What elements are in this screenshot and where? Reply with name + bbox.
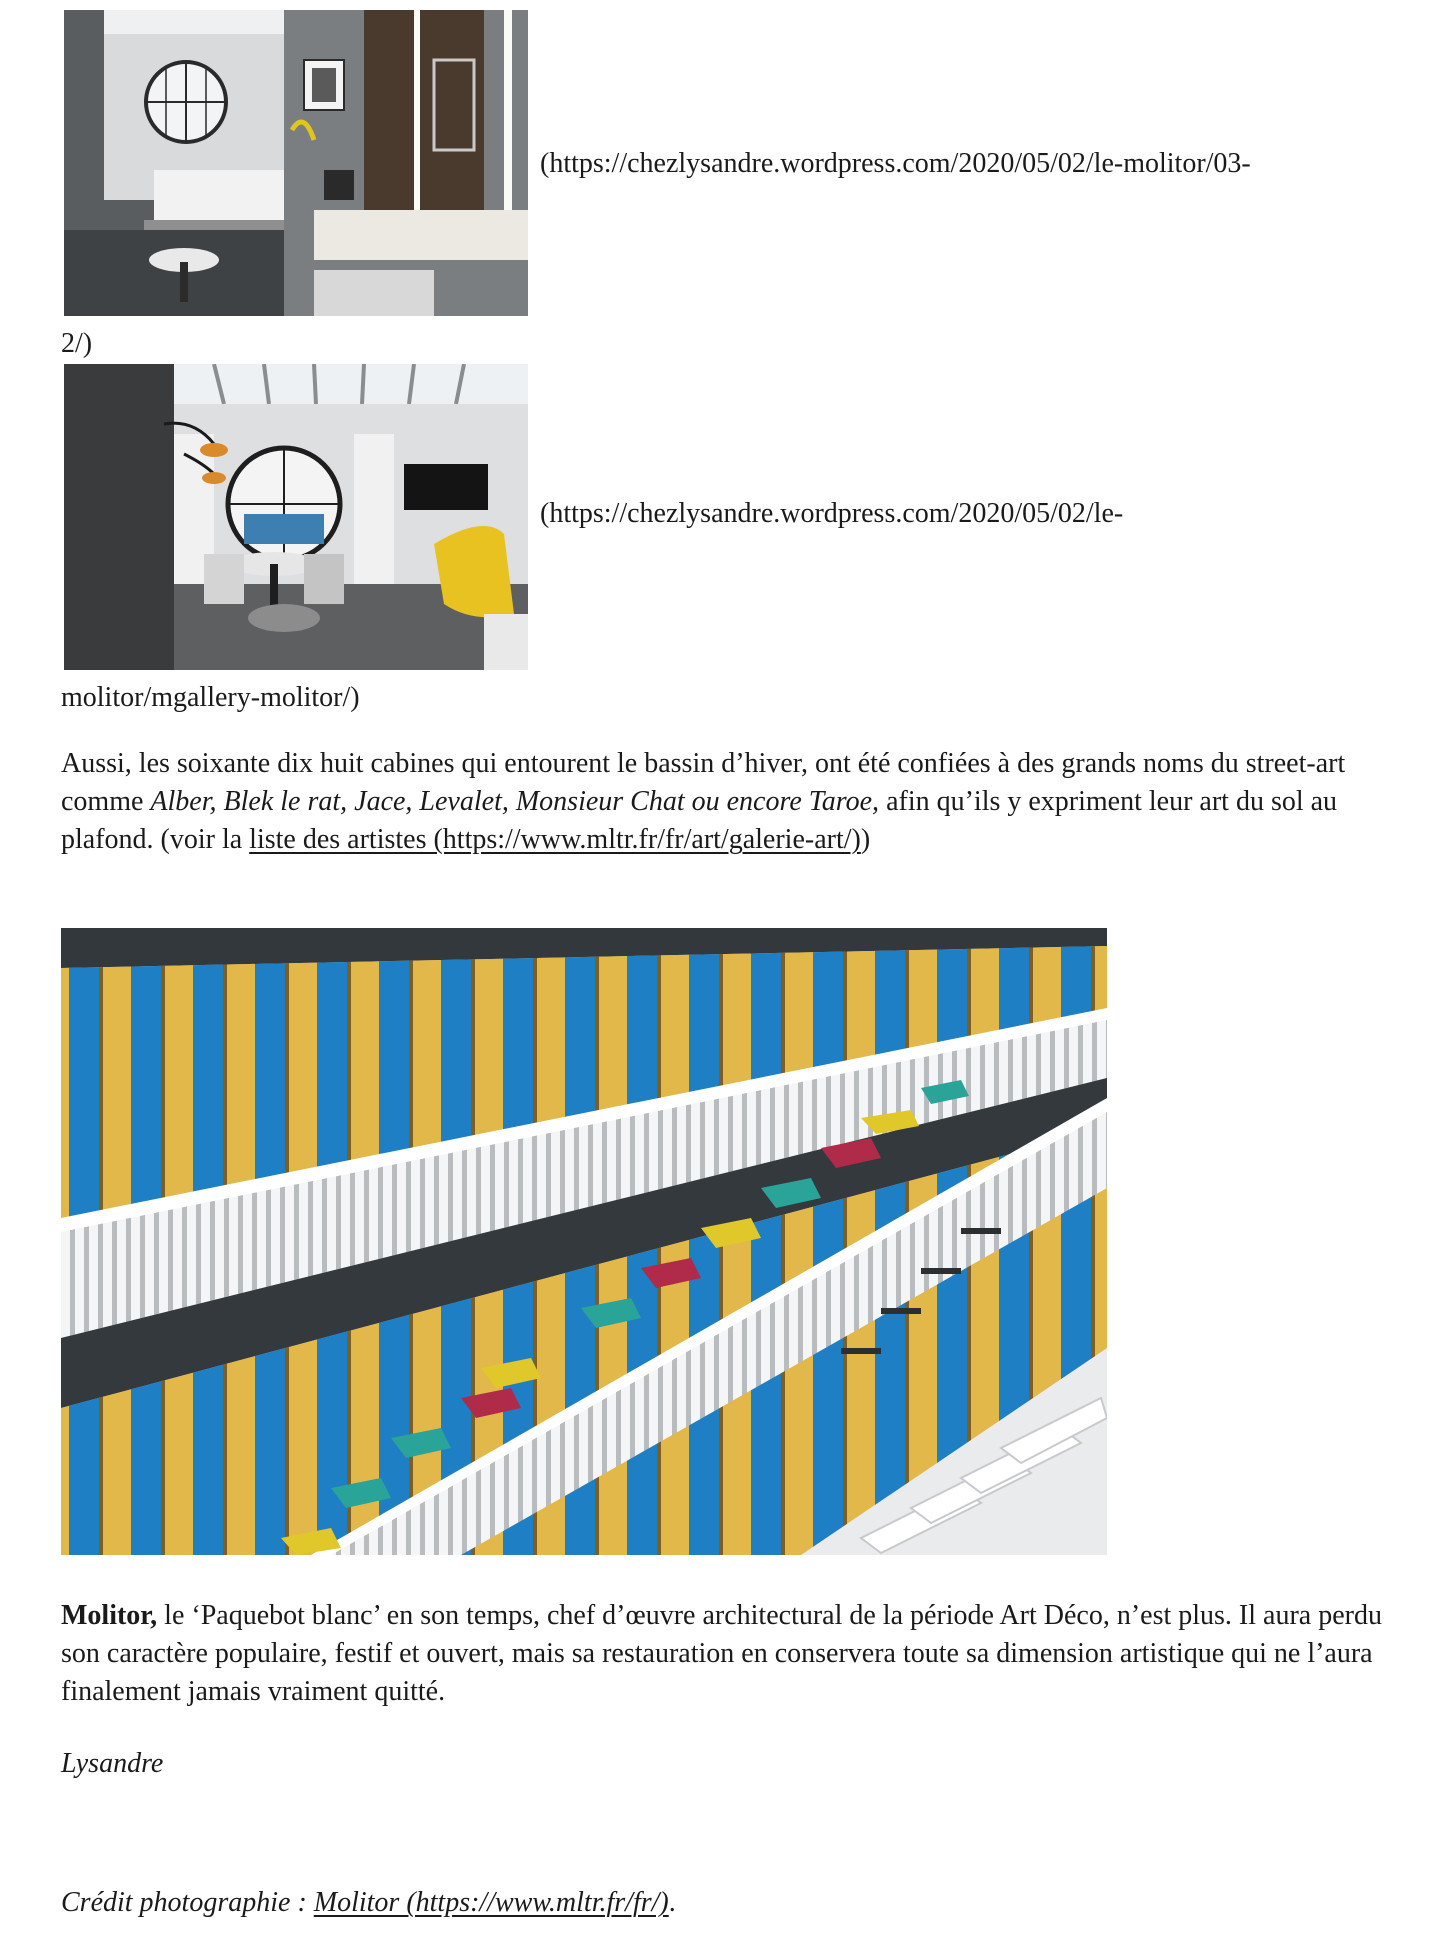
artists-text-middle: afin qu’ils y expriment leur art du sol au plafond. (voir la xyxy=(61,786,1338,855)
artists-paragraph xyxy=(61,745,1421,859)
room-photo-2-caption-tail[interactable]: molitor/mgallery-molitor/) xyxy=(61,682,360,713)
molitor-bold: Molitor, xyxy=(61,1600,158,1631)
molitor-text: le ‘Paquebot blanc’ en son temps, chef d’œuvre architectural de la période Art Déco, n’est plus. Il aura perdu son caractère populaire, festif et ouvert, mais sa restauration en conservera toute sa dimension artistique qui ne l’aura finalement jamais vraiment quitté. xyxy=(61,1600,1382,1707)
pool-cabins-photo xyxy=(61,928,1107,1555)
artists-names: Alber, Blek le rat, Jace, Levalet, Monsieur Chat ou encore Taroe, xyxy=(150,786,880,817)
artists-list-link[interactable]: liste des artistes (https://www.mltr.fr/fr/art/galerie-art/) xyxy=(249,824,861,855)
credit-link[interactable]: Molitor (https://www.mltr.fr/fr/) xyxy=(313,1887,669,1918)
room-photo-2-link[interactable] xyxy=(64,364,528,670)
room-photo-2-caption-link[interactable]: (https://chezlysandre.wordpress.com/2020/05/02/le- xyxy=(540,498,1124,529)
molitor-paragraph xyxy=(61,1597,1421,1711)
room-photo-2 xyxy=(64,364,528,670)
signature-text: Lysandre xyxy=(61,1748,164,1779)
artists-text-before: Aussi, les soixante dix huit cabines qui entourent le bassin d’hiver, ont été confiées à des grands noms du street-art comme xyxy=(61,748,1346,817)
signature xyxy=(61,1745,1421,1783)
artists-text-after: ) xyxy=(860,824,871,855)
room-photo-1-caption-tail[interactable]: 2/) xyxy=(61,328,93,359)
photo-credit xyxy=(61,1884,1421,1922)
room-photo-1-caption-link[interactable]: (https://chezlysandre.wordpress.com/2020/05/02/le-molitor/03- xyxy=(540,148,1251,179)
credit-label: Crédit photographie : xyxy=(61,1887,314,1918)
pool-cabins-photo-link[interactable] xyxy=(61,928,1107,1555)
credit-end: . xyxy=(668,1887,676,1918)
room-photo-1-link[interactable] xyxy=(64,10,528,316)
room-photo-1 xyxy=(64,10,528,316)
